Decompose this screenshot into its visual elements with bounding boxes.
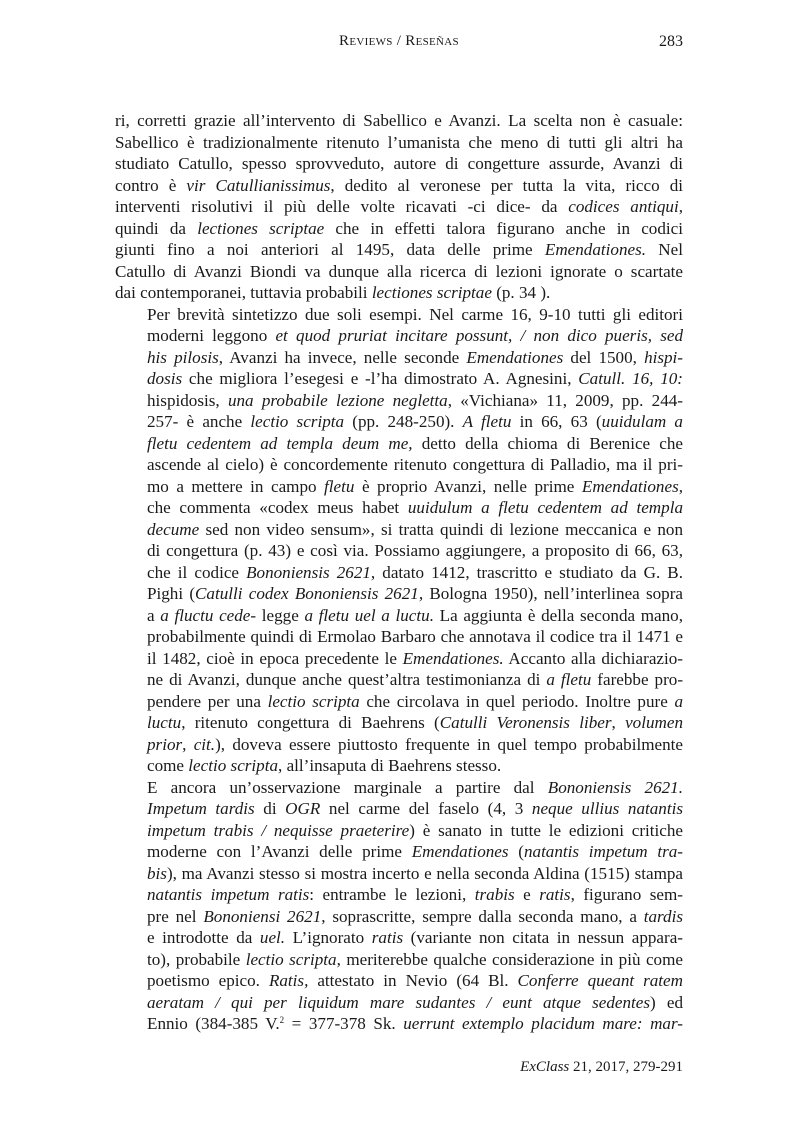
- text-span: sed non video sensum», si tratta quindi di lezione meccanica e non: [199, 519, 683, 539]
- text-span: che circolava in quel periodo. Inoltre pure: [359, 691, 675, 711]
- italic-span: ratis: [371, 928, 404, 947]
- text-span: to), probabile: [147, 949, 246, 969]
- text-span: , dedito al veronese per tutta la vita, ricco di: [330, 175, 684, 195]
- text-span: in 66, 63 (: [511, 412, 602, 431]
- text-line: [115, 798, 683, 820]
- text-span: contro è: [115, 175, 187, 195]
- italic-span: volumen: [625, 713, 683, 732]
- italic-span: hispi-: [644, 347, 683, 367]
- italic-span: Emendationes: [411, 842, 509, 861]
- italic-span: a fletu uel a luctu.: [304, 605, 434, 625]
- text-line: [115, 734, 683, 756]
- text-span: Accanto alla dichiarazio-: [503, 648, 683, 668]
- text-span: nel carme del faselo (4, 3: [320, 799, 532, 818]
- italic-span: uuidulam a: [601, 412, 683, 431]
- footer-citation: [520, 1059, 683, 1076]
- italic-span: et quod pruriat incitare possunt, / non dico pueris, sed: [275, 326, 683, 345]
- text-span: = 377-378 Sk.: [284, 1014, 404, 1033]
- text-line: [115, 239, 683, 261]
- italic-span: tardis: [643, 906, 683, 926]
- text-line: [115, 497, 683, 519]
- italic-span: Emendationes: [466, 347, 564, 367]
- text-line: [115, 304, 683, 326]
- text-line: [115, 519, 683, 541]
- superscript: 2: [279, 1015, 285, 1025]
- text-span: giunti fino a noi anteriori al 1495, data delle prime: [115, 240, 545, 259]
- text-span: ), ma Avanzi stesso si mostra incerto e nella seconda Aldina (1515) stampa: [166, 863, 683, 883]
- italic-span: natantis impetum tra-: [523, 842, 683, 861]
- text-span: ), doveva essere piuttosto frequente in quel tempo probabilmente: [215, 734, 683, 754]
- italic-span: lectio scripta: [188, 756, 279, 775]
- italic-span: Emendationes: [581, 476, 679, 496]
- italic-span: lectiones scriptae: [371, 283, 492, 302]
- italic-span: Catull. 16, 10:: [578, 369, 684, 388]
- text-line: [115, 755, 683, 777]
- text-span: Pighi (: [147, 584, 196, 603]
- text-span: L’ignorato: [285, 928, 372, 947]
- text-span: detto della chioma di Berenice che: [412, 433, 684, 453]
- italic-span: Emendationes.: [402, 648, 504, 668]
- running-title: Reviews / Reseñas: [339, 33, 459, 49]
- italic-span: Bononiensis 2621.: [547, 777, 684, 797]
- text-span: E ancora un’osservazione marginale a partire dal: [147, 777, 548, 797]
- italic-span: natantis impetum ratis: [147, 885, 310, 904]
- text-span: pendere per una: [147, 691, 268, 711]
- text-span: che migliora l’esegesi e -l’ha dimostrato A. Agnesini,: [182, 369, 579, 388]
- text-span: ) ed: [650, 992, 683, 1012]
- text-line: [115, 196, 683, 218]
- italic-span: dosis: [147, 369, 183, 388]
- italic-span: Impetum tardis: [147, 799, 255, 818]
- text-span: probabilmente quindi di Ermolao Barbaro che annotava il codice tra il 1471 e: [147, 627, 683, 646]
- text-span: ne di Avanzi, dunque anche quest’altra testimonianza di: [147, 670, 547, 689]
- text-line: [115, 906, 683, 928]
- text-span: Nel: [646, 240, 683, 259]
- text-line: [115, 454, 683, 476]
- text-span: : entrambe le lezioni,: [309, 885, 475, 904]
- italic-span: Catulli codex Bononiensis 2621: [195, 584, 419, 603]
- italic-span: A fletu: [462, 412, 512, 431]
- text-line: [115, 841, 683, 863]
- text-span: quindi da: [115, 218, 198, 238]
- text-span: Ennio (384-385 V.: [147, 1014, 280, 1033]
- italic-span: Catulli Veronensis liber: [439, 713, 612, 732]
- text-line: [115, 390, 683, 412]
- italic-span: Bononiensis 2621: [246, 562, 371, 582]
- citation-details: 21, 2017, 279-291: [569, 1059, 683, 1075]
- text-line: [115, 110, 683, 132]
- italic-span: Ratis,: [268, 971, 309, 990]
- paragraph: [115, 777, 683, 1035]
- text-line: [115, 411, 683, 433]
- text-line: [115, 540, 683, 562]
- text-span: di congettura (p. 43) e così via. Possiamo aggiungere, a proposito di 66, 63,: [147, 541, 683, 560]
- italic-span: impetum trabis / nequisse praeterire: [147, 820, 410, 840]
- italic-span: aeratam / qui per liquidum mare sudantes / eunt atque sedentes: [147, 992, 651, 1012]
- text-span: (p. 34 ).: [491, 283, 551, 302]
- text-span: moderni leggono: [147, 326, 276, 345]
- text-line: [115, 820, 683, 842]
- text-line: [115, 1013, 683, 1035]
- italic-span: prior: [147, 734, 183, 754]
- text-span: che commenta «codex meus habet: [147, 498, 408, 517]
- text-span: hispidosis,: [147, 390, 228, 410]
- text-line: [115, 175, 683, 197]
- italic-span: bis: [147, 863, 167, 883]
- text-span: ,: [678, 197, 683, 216]
- italic-span: lectiones scriptae: [197, 218, 325, 238]
- text-line: [115, 626, 683, 648]
- text-span: (variante non citata in nessun appara-: [403, 928, 683, 947]
- text-span: Catullo di Avanzi Biondi va dunque alla ricerca di lezioni ignorate o scartate: [115, 261, 683, 281]
- body-text: [115, 110, 683, 1035]
- text-span: dai contemporanei, tuttavia probabili: [115, 283, 372, 302]
- text-line: [115, 669, 683, 691]
- text-line: [115, 927, 683, 949]
- text-span: , ritenuto congettura di Baehrens (: [181, 713, 440, 732]
- text-line: [115, 884, 683, 906]
- text-span: ,: [678, 476, 684, 496]
- text-span: , «Vichiana» 11, 2009, pp. 244-: [447, 390, 683, 410]
- italic-span: codices antiqui: [568, 197, 679, 216]
- page-number: 283: [659, 33, 683, 50]
- text-span: interventi risolutivi il più delle volte ricavati -ci dice- da: [115, 197, 569, 216]
- text-span: che il codice: [147, 562, 247, 582]
- text-line: [115, 863, 683, 885]
- text-line: [115, 648, 683, 670]
- italic-span: fletu cedentem ad templa deum me,: [147, 433, 413, 453]
- text-span: Sabellico è tradizionalmente ritenuto l’umanista che meno di tutti gli altri ha: [115, 132, 683, 152]
- italic-span: uerrunt extemplo placidum mare: mar-: [403, 1014, 683, 1033]
- italic-span: lectio scripta: [250, 412, 345, 431]
- text-span: ascende al cielo) è concordemente ritenuto congettura di Palladio, ma il pri-: [147, 455, 683, 474]
- italic-span: una probabile lezione negletta: [227, 390, 448, 410]
- italic-span: a: [674, 691, 683, 711]
- italic-span: a fluctu cede-: [160, 605, 257, 625]
- text-span: e: [514, 885, 540, 904]
- text-span: mo a mettere in campo: [147, 476, 325, 496]
- text-line: [115, 261, 683, 283]
- text-line: [115, 691, 683, 713]
- italic-span: lectio scripta: [267, 691, 360, 711]
- text-span: attestato in Nevio (64 Bl.: [308, 971, 518, 990]
- text-line: [115, 153, 683, 175]
- italic-span: a fletu: [546, 670, 592, 689]
- text-span: studiato Catullo, spesso sprovveduto, autore di congetture assurde, Avanzi di: [115, 154, 683, 173]
- text-span: e introdotte da: [147, 928, 260, 947]
- italic-span: uuidulum a fletu cedentem ad templa: [407, 498, 683, 517]
- text-span: , all’insaputa di Baehrens stesso.: [278, 756, 502, 775]
- text-line: [115, 433, 683, 455]
- text-line: [115, 583, 683, 605]
- italic-span: uel.: [259, 928, 286, 947]
- italic-span: OGR: [285, 799, 321, 818]
- text-span: moderne con l’Avanzi delle prime: [147, 842, 412, 861]
- text-span: farebbe pro-: [591, 670, 684, 689]
- text-line: [115, 347, 683, 369]
- text-span: , datato 1412, trascritto e studiato da G. B.: [370, 562, 683, 582]
- text-line: [115, 218, 683, 240]
- text-line: [115, 992, 683, 1014]
- italic-span: ratis: [539, 885, 571, 904]
- text-line: [115, 325, 683, 347]
- italic-span: Conferre queant ratem: [517, 971, 683, 990]
- text-span: è proprio Avanzi, nelle prime: [354, 476, 582, 496]
- text-line: [115, 132, 683, 154]
- paragraph: [115, 304, 683, 777]
- journal-name: ExClass: [520, 1059, 570, 1075]
- text-span: , soprascritte, sempre dalla seconda mano, a: [321, 906, 644, 926]
- text-line: [115, 476, 683, 498]
- text-span: il 1482, cioè in epoca precedente le: [147, 648, 403, 668]
- text-span: di: [254, 799, 286, 818]
- text-span: , Bologna 1950), nell’interlinea sopra: [418, 584, 683, 603]
- text-span: ) è sanato in tutte le edizioni critiche: [409, 820, 684, 840]
- text-span: pre nel: [147, 906, 204, 926]
- text-span: , figurano sem-: [570, 885, 683, 904]
- italic-span: cit.: [193, 734, 216, 754]
- text-span: ,: [611, 713, 626, 732]
- italic-span: trabis: [474, 885, 515, 904]
- text-span: , Avanzi ha invece, nelle seconde: [218, 347, 467, 367]
- text-line: [115, 712, 683, 734]
- text-span: a: [147, 605, 161, 625]
- text-span: del 1500,: [563, 347, 645, 367]
- text-span: (: [508, 842, 524, 861]
- text-span: , meriterebbe qualche considerazione in più come: [336, 949, 683, 969]
- text-span: legge: [256, 605, 305, 625]
- italic-span: neque ullius natantis: [531, 799, 683, 818]
- paragraph: [115, 110, 683, 304]
- running-head: [115, 33, 683, 57]
- text-line: [115, 282, 683, 304]
- italic-span: Emendationes.: [544, 240, 647, 259]
- text-span: ,: [182, 734, 194, 754]
- text-line: [115, 970, 683, 992]
- italic-span: vir Catullianissimus: [186, 175, 331, 195]
- text-line: [115, 777, 683, 799]
- italic-span: fletu: [324, 476, 355, 496]
- text-span: La aggiunta è della seconda mano,: [433, 605, 683, 625]
- italic-span: lectio scripta: [245, 949, 337, 969]
- text-line: [115, 605, 683, 627]
- text-line: [115, 562, 683, 584]
- text-line: [115, 368, 683, 390]
- italic-span: his pilosis: [147, 347, 219, 367]
- italic-span: luctu: [147, 713, 182, 732]
- text-span: che in effetti talora figurano anche in codici: [324, 218, 683, 238]
- italic-span: decume: [147, 519, 200, 539]
- text-span: 257- è anche: [147, 412, 251, 431]
- text-line: [115, 949, 683, 971]
- text-span: ri, corretti grazie all’intervento di Sabellico e Avanzi. La scelta non è casuale:: [115, 111, 683, 130]
- italic-span: Bononiensi 2621: [203, 906, 322, 926]
- text-span: Per brevità sintetizzo due soli esempi. Nel carme 16, 9-10 tutti gli editori: [147, 304, 683, 324]
- text-span: (pp. 248-250).: [344, 412, 463, 431]
- text-span: poetismo epico.: [147, 971, 269, 990]
- text-span: come: [147, 756, 189, 775]
